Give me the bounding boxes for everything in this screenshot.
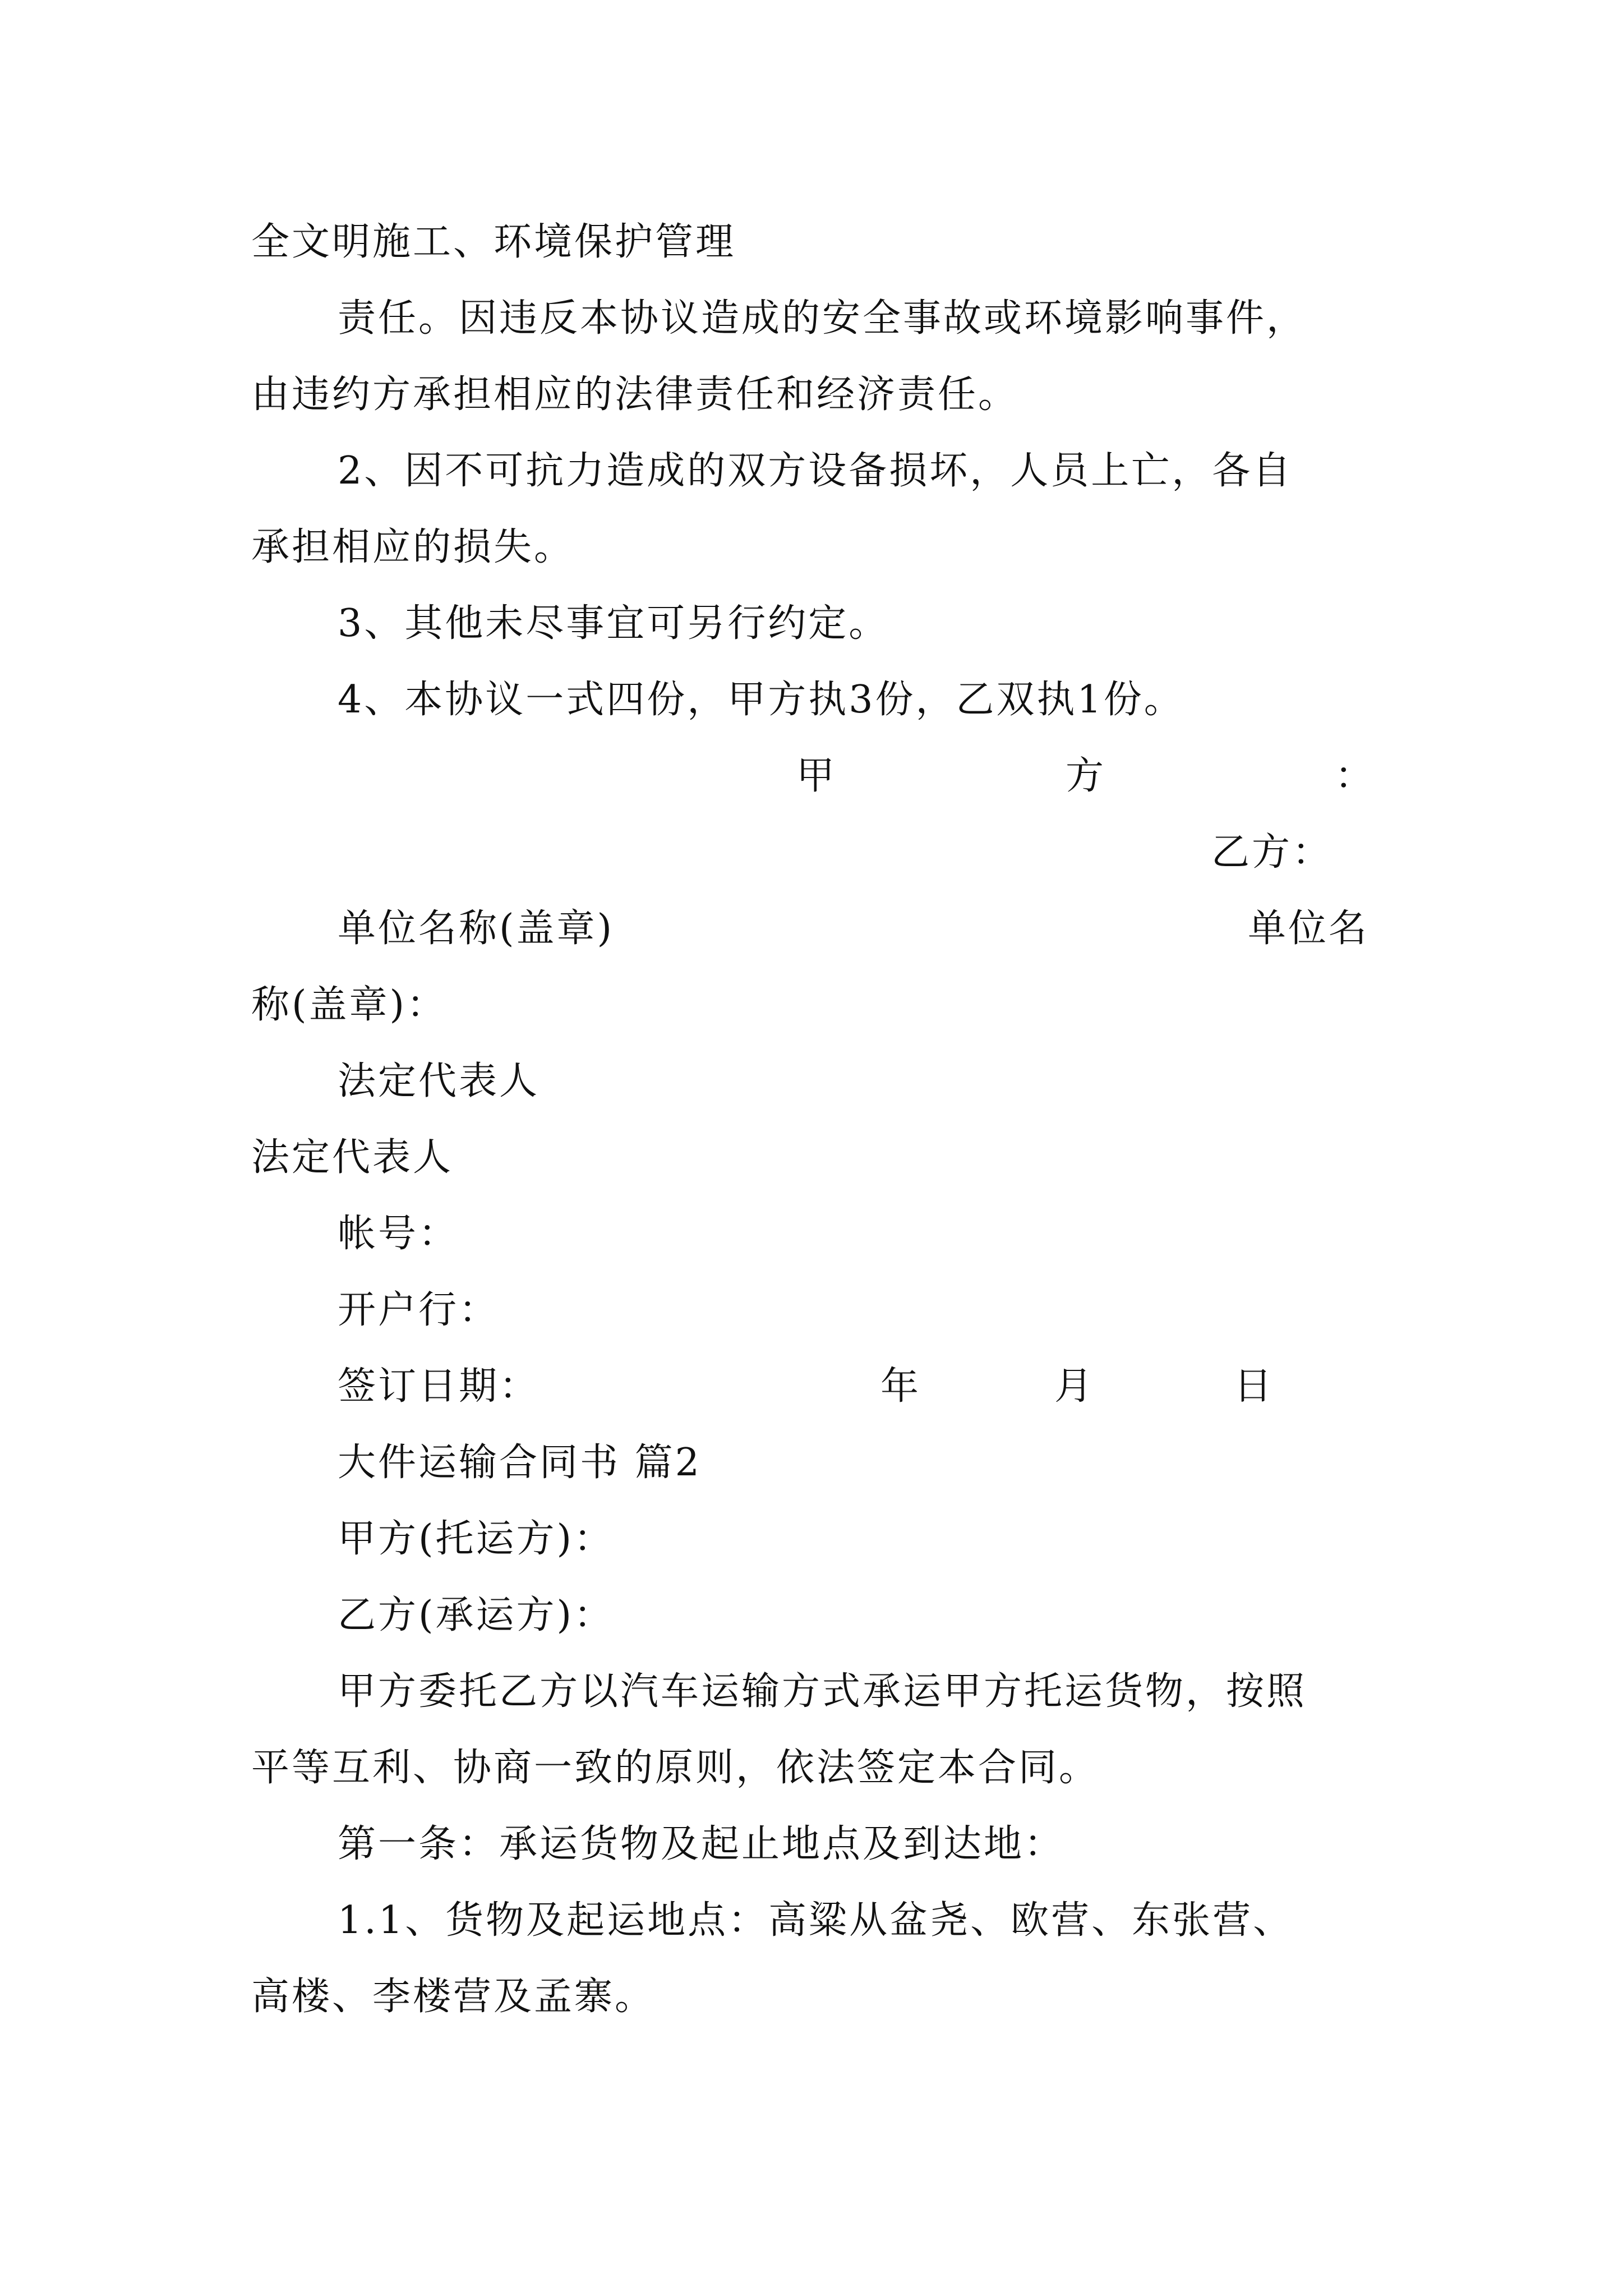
party-a-colon: ：	[1335, 754, 1376, 798]
text-line: 平等互利、协商一致的原则，依法签定本合同。	[251, 1746, 1100, 1790]
unit-name-right: 单位名	[1248, 907, 1370, 951]
text-line: 乙方(承运方)：	[338, 1593, 615, 1637]
text-line: 承担相应的损失。	[251, 525, 575, 569]
bank-label: 开户行：	[338, 1288, 500, 1332]
party-a-char-jia: 甲	[796, 754, 837, 798]
text-line: 全文明施工、环境保护管理	[251, 220, 736, 264]
text-line: 责任。因违反本协议造成的安全事故或环境影响事件，	[338, 296, 1307, 341]
text-line: 甲方委托乙方以汽车运输方式承运甲方托运货物，按照	[338, 1669, 1307, 1714]
party-a-char-fang: 方	[1066, 754, 1106, 798]
text-line: 1.1、货物及起运地点：高粱从盆尧、欧营、东张营、	[338, 1898, 1294, 1943]
date-year: 年	[880, 1364, 921, 1409]
legal-rep-a: 法定代表人	[338, 1059, 540, 1103]
text-line: 称(盖章)：	[251, 983, 448, 1027]
date-day: 日	[1234, 1364, 1275, 1409]
text-line: 4、本协议一式四份，甲方执3份，乙双执1份。	[338, 678, 1184, 722]
sign-date-label: 签订日期：	[338, 1364, 540, 1409]
unit-name-left: 单位名称(盖章)	[338, 907, 615, 951]
text-line: 第一条：承运货物及起止地点及到达地：	[338, 1822, 1065, 1866]
text-line: 甲方(托运方)：	[338, 1517, 615, 1561]
party-b-label: 乙方：	[1211, 830, 1333, 875]
text-line: 高楼、李楼营及孟寨。	[251, 1975, 656, 2019]
text-line: 2、因不可抗力造成的双方设备损坏，人员上亡，各自	[338, 449, 1293, 493]
date-month: 月	[1054, 1364, 1095, 1409]
text-line: 3、其他未尽事宜可另行约定。	[338, 601, 889, 646]
legal-rep-b: 法定代表人	[251, 1135, 454, 1180]
text-line: 由违约方承担相应的法律责任和经济责任。	[251, 372, 1019, 417]
account-label: 帐号：	[338, 1212, 459, 1256]
section-heading: 大件运输合同书 篇2	[338, 1441, 702, 1485]
